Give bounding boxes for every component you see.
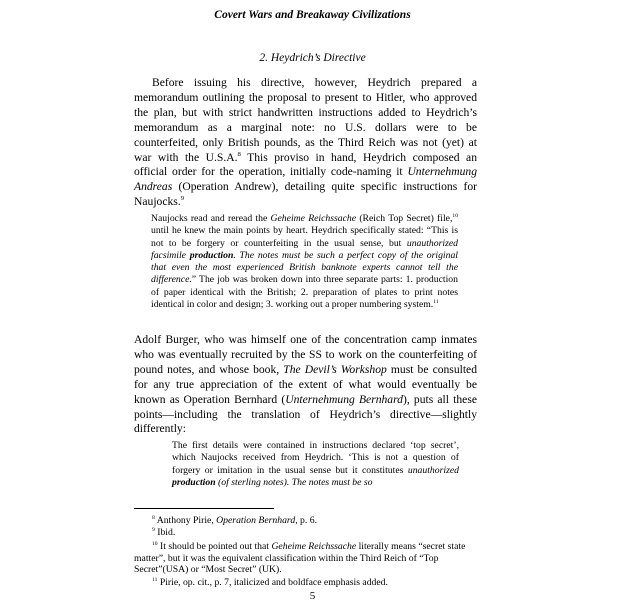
footnote-ref-8[interactable]: 8 <box>237 150 241 158</box>
book-title: Operation Bernhard <box>216 515 296 526</box>
page-number: 5 <box>309 590 316 602</box>
running-head: Covert Wars and Breakaway Civilizations <box>214 9 411 21</box>
text-run: , p. 6. <box>295 515 317 526</box>
italic-phrase: (of sterling notes). The notes must be so <box>215 476 373 488</box>
text-run: Anthony Pirie, <box>154 515 217 526</box>
footnote-ref-11[interactable]: 11 <box>433 298 439 305</box>
footnote-10 <box>134 541 477 576</box>
footnote-separator <box>134 508 274 509</box>
text-run: ” The job was broken down into three separate parts: 1. production of paper identical with the British; 2. preparation of plates to print notes identical in color and design; 3. working out a proper numbering system. <box>151 274 458 311</box>
text-run: Adolf Burger, who was himself one of the concentration camp inmates who was eventually recruited by the SS to work on the counterfeiting of pound notes, and whose book, <box>134 333 477 376</box>
footnote-11 <box>134 577 495 589</box>
book-title: The Devil’s Workshop <box>283 362 387 376</box>
body-paragraph-2 <box>134 333 477 437</box>
text-run: literally means “secret state matter”, but it was the equivalent classification within the Third Reich of “Top Secret”(USA) or “Most Secret” (UK). <box>134 541 466 576</box>
section-heading: 2. Heydrich’s Directive <box>259 52 366 64</box>
text-run: This proviso in hand, Heydrich composed an official order for the operation, initially code-naming it <box>134 150 478 179</box>
text-run: Before issuing his directive, however, Heydrich prepared a memorandum outlining the proposal to present to Hitler, who approved the plan, but with strict handwritten instructions added to Heydrich’s memorandum as a marginal note: no U.S. dollars were to be counterfeited, only British pounds, as the Third Reich was not (yet) at war with the U.S.A. <box>134 76 477 164</box>
text-run: until he knew the main points by heart. Heydrich specifically stated: “This is not to be forgery or counterfeiting in the usual sense, but <box>151 225 458 249</box>
block-quote-1 <box>151 213 458 311</box>
footnote-number: 8 <box>152 514 155 521</box>
text-run: Ibid. <box>154 527 176 538</box>
text-run: The first details were contained in instructions declared ‘top secret’, which Naujocks received from Heydrich. ‘This is not a question of forgery or imitation in the usual sense but it constitutes <box>172 440 459 476</box>
italic-term: Geheime Reichssache <box>271 541 357 552</box>
block-quote-2 <box>172 440 459 489</box>
bold-word: production <box>172 476 216 488</box>
text-run: (Reich Top Secret) file, <box>356 213 453 224</box>
footnote-8 <box>134 515 495 527</box>
italic-term: Unternehmung Bernhard <box>285 392 403 406</box>
bold-italic-word <box>172 477 216 488</box>
footnote-ref-9[interactable]: 9 <box>180 195 185 203</box>
footnote-number: 10 <box>152 540 158 547</box>
text-run: It should be pointed out that <box>157 541 272 552</box>
italic-phrase: . The notes must be such a perfect copy of the original that even the most experienced British banknote experts cannot tell the difference. <box>151 249 458 286</box>
bold-word: production <box>189 249 234 261</box>
italic-phrase: unauthorized <box>407 464 459 476</box>
text-run: must be consulted for any true appreciation of the extent of what would eventually be known as Operation Bernhard ( <box>134 362 477 406</box>
footnote-number: 11 <box>152 576 158 583</box>
text-run: Pirie, op. cit., p. 7, italicized and boldface emphasis added. <box>157 577 388 588</box>
text-run: Naujocks read and reread the <box>151 213 271 224</box>
footnote-9 <box>134 527 495 539</box>
text-run: (Operation Andrew), detailing quite specific instructions for Naujocks. <box>134 180 477 209</box>
italic-phrase: unauthorized facsimile <box>151 237 458 261</box>
bold-italic-word <box>190 250 234 261</box>
italic-term: Geheime Reichssache <box>270 213 357 224</box>
italic-term: Unternehmung Andreas <box>134 165 477 194</box>
footnote-number: 9 <box>152 526 155 533</box>
footnote-ref-10[interactable]: 10 <box>452 212 459 219</box>
text-run: ), puts all these points—including the translation of Heydrich’s directive—slightly differently: <box>134 392 477 436</box>
body-paragraph-1 <box>134 76 477 210</box>
